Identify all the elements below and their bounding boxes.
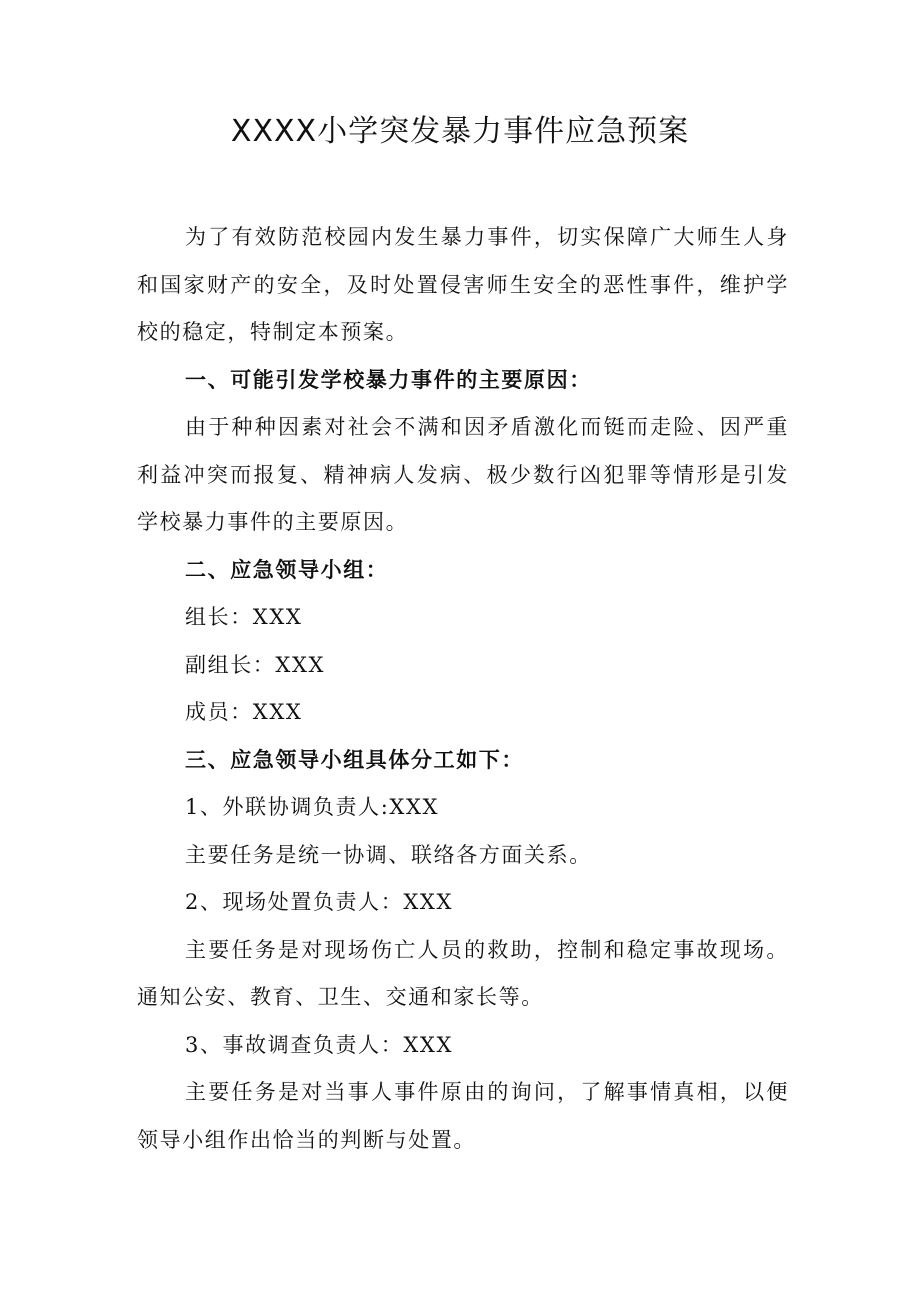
item2-title: 2、现场处置负责人：XXX (185, 890, 454, 914)
item1-text: 主要任务是统一协调、联络各方面关系。 (185, 842, 592, 867)
deputy-leader-line: 副组长：XXX (185, 652, 326, 677)
section2-heading: 二、应急领导小组： (185, 557, 389, 582)
section1-heading: 一、可能引发学校暴力事件的主要原因： (185, 367, 592, 392)
item1-title: 1、外联协调负责人:XXX (185, 795, 440, 819)
intro-paragraph: 为了有效防范校园内发生暴力事件，切实保障广大师生人身和国家财产的安全，及时处置侵害师生安全的恶性事件，维护学校的稳定，特制定本预案。 (137, 225, 789, 344)
document-body (137, 214, 789, 1164)
item3-text: 主要任务是对当事人事件原由的询问，了解事情真相，以便领导小组作出恰当的判断与处置。 (137, 1080, 789, 1152)
members-line: 成员：XXX (185, 700, 303, 724)
section1-paragraph: 由于种种因素对社会不满和因矛盾激化而铤而走险、因严重利益冲突而报复、精神病人发病、极少数行凶犯罪等情形是引发学校暴力事件的主要原因。 (137, 415, 789, 534)
section3-heading: 三、应急领导小组具体分工如下： (185, 747, 524, 772)
leader-line: 组长：XXX (185, 605, 303, 629)
item3-title: 3、事故调查负责人：XXX (185, 1032, 454, 1057)
document-title: XXXX小学突发暴力事件应急预案 (230, 114, 690, 149)
item2-text: 主要任务是对现场伤亡人员的救助，控制和稳定事故现场。通知公安、教育、卫生、交通和家长等。 (137, 937, 789, 1009)
